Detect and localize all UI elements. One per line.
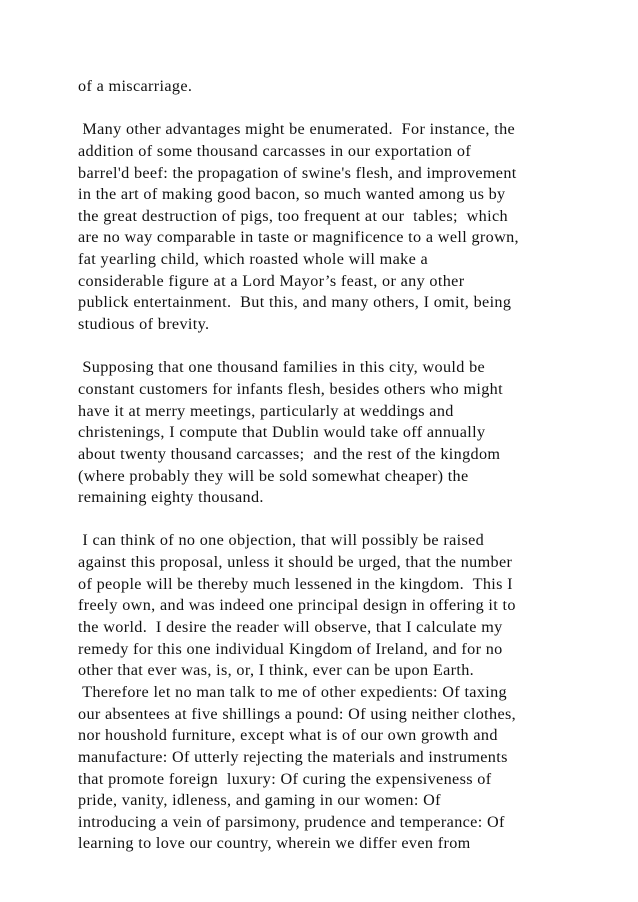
text-line: of people will be thereby much lessened in the kingdom. This I xyxy=(78,574,513,593)
text-line: that promote foreign luxury: Of curing the expensiveness of xyxy=(78,769,492,788)
text-line: pride, vanity, idleness, and gaming in our women: Of xyxy=(78,791,441,810)
text-line: in the art of making good bacon, so much wanted among us by xyxy=(78,185,506,204)
text-line: Supposing that one thousand families in this city, would be xyxy=(78,358,486,377)
text-line: (where probably they will be sold somewhat cheaper) the xyxy=(78,466,469,485)
text-line: Therefore let no man talk to me of other expedients: Of taxing xyxy=(78,682,508,701)
text-line: about twenty thousand carcasses; and the rest of the kingdom xyxy=(78,444,501,463)
text-line: are no way comparable in taste or magnificence to a well grown, xyxy=(78,228,519,247)
text-line: remaining eighty thousand. xyxy=(78,488,264,507)
text-line: introducing a vein of parsimony, prudence and temperance: Of xyxy=(78,812,505,831)
text-line: remedy for this one individual Kingdom of Ireland, and for no xyxy=(78,639,503,658)
text-line: nor houshold furniture, except what is of our own growth and xyxy=(78,726,498,745)
text-line: Many other advantages might be enumerated. For instance, the xyxy=(78,120,516,139)
text-line: learning to love our country, wherein we differ even from xyxy=(78,834,471,853)
text-line: other that ever was, is, or, I think, ever can be upon Earth. xyxy=(78,661,475,680)
text-line: against this proposal, unless it should be urged, that the number xyxy=(78,553,513,572)
document-body xyxy=(78,76,578,855)
paragraph-break xyxy=(78,98,578,120)
text-line: the world. I desire the reader will observe, that I calculate my xyxy=(78,618,503,637)
text-line: barrel'd beef: the propagation of swine's flesh, and improvement xyxy=(78,163,517,182)
text-line: I can think of no one objection, that will possibly be raised xyxy=(78,531,485,550)
text-line: studious of brevity. xyxy=(78,315,210,334)
text-line: the great destruction of pigs, too frequent at our tables; which xyxy=(78,206,508,225)
text-line: our absentees at five shillings a pound: Of using neither clothes, xyxy=(78,704,517,723)
text-line: manufacture: Of utterly rejecting the materials and instruments xyxy=(78,747,508,766)
text-line: have it at merry meetings, particularly at weddings and xyxy=(78,401,454,420)
paragraph-break xyxy=(78,509,578,531)
text-line: fat yearling child, which roasted whole will make a xyxy=(78,250,429,269)
text-line: of a miscarriage. xyxy=(78,77,193,95)
text-line: constant customers for infants flesh, besides others who might xyxy=(78,379,503,398)
text-line: considerable figure at a Lord Mayor’s feast, or any other xyxy=(78,271,465,290)
text-line: freely own, and was indeed one principal design in offering it to xyxy=(78,596,516,615)
text-line: addition of some thousand carcasses in our exportation of xyxy=(78,141,472,160)
text-line: christenings, I compute that Dublin would take off annually xyxy=(78,423,486,442)
paragraph-break xyxy=(78,336,578,358)
text-line: publick entertainment. But this, and many others, I omit, being xyxy=(78,293,512,312)
